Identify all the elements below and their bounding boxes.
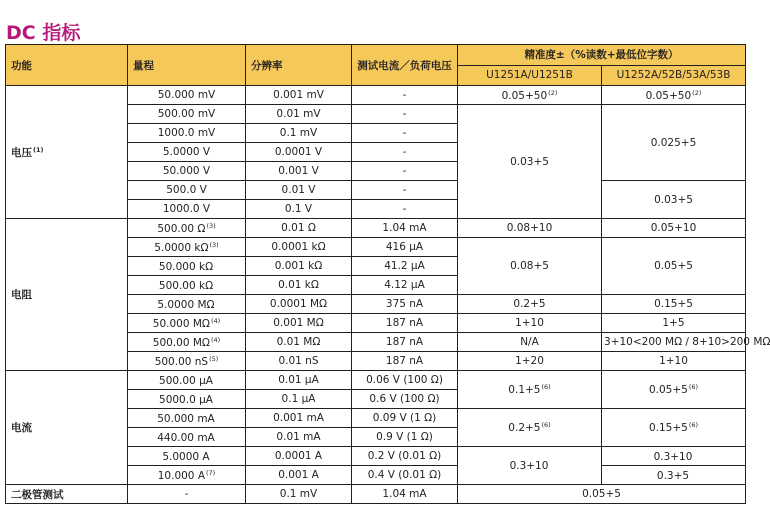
accuracy-b-cell: $0.05+5^{(6)}$ [602, 371, 746, 409]
col-header-model-a: U1251A/U1251B [458, 65, 602, 86]
accuracy-cell: 0.05+5 [458, 485, 746, 504]
accuracy-a-cell: 0.08+5 [458, 238, 602, 295]
accuracy-b-cell: 0.05+10 [602, 219, 746, 238]
test-current-cell: 0.06 V (100 Ω) [352, 371, 458, 390]
table-row [6, 371, 746, 390]
resolution-cell: 0.01 mV [246, 105, 352, 124]
col-header-function: 功能 [6, 45, 128, 86]
test-current-cell: 1.04 mA [352, 485, 458, 504]
accuracy-a-cell: $0.1+5^{(6)}$ [458, 371, 602, 409]
resolution-cell: 0.1 μA [246, 390, 352, 409]
resolution-cell: 0.01 kΩ [246, 276, 352, 295]
resolution-cell: 0.1 mV [246, 124, 352, 143]
accuracy-a-cell: N/A [458, 333, 602, 352]
accuracy-b-cell: 3+10<200 MΩ / 8+10>200 MΩ [602, 333, 746, 352]
test-current-cell: 0.2 V (0.01 Ω) [352, 447, 458, 466]
function-current: 电流 [6, 371, 128, 485]
range-cell: 500.00 mV [128, 105, 246, 124]
test-current-cell: - [352, 181, 458, 200]
accuracy-b-cell: 0.05+5 [602, 238, 746, 295]
table-row [6, 219, 746, 238]
range-cell: 1000.0 mV [128, 124, 246, 143]
resolution-cell: 0.01 mA [246, 428, 352, 447]
range-cell: 50.000 V [128, 162, 246, 181]
resolution-cell: 0.0001 kΩ [246, 238, 352, 257]
resolution-cell: 0.01 nS [246, 352, 352, 371]
function-resistance: 电阻 [6, 219, 128, 371]
range-cell: 500.00 $nS^{(5)}$ [128, 352, 246, 371]
accuracy-b-cell: $0.15+5^{(6)}$ [602, 409, 746, 447]
range-cell: 5.0000 V [128, 143, 246, 162]
resolution-cell: 0.001 mV [246, 86, 352, 105]
accuracy-b-cell: 0.03+5 [602, 181, 746, 219]
test-current-cell: 1.04 mA [352, 219, 458, 238]
resolution-cell: 0.1 mV [246, 485, 352, 504]
range-cell: 500.00 kΩ [128, 276, 246, 295]
col-header-accuracy: 精准度±（%读数+最低位字数） [458, 45, 746, 66]
resolution-cell: 0.001 mA [246, 409, 352, 428]
accuracy-b-cell: 0.3+5 [602, 466, 746, 485]
range-cell: 10.000 $A^{(7)}$ [128, 466, 246, 485]
accuracy-b-cell: 0.15+5 [602, 295, 746, 314]
range-cell: 50.000 mV [128, 86, 246, 105]
resolution-cell: 0.01 MΩ [246, 333, 352, 352]
col-header-range: 量程 [128, 45, 246, 86]
resolution-cell: 0.01 Ω [246, 219, 352, 238]
range-cell: 500.00 μA [128, 371, 246, 390]
page-title: DC 指标 [6, 22, 81, 44]
range-cell: - [128, 485, 246, 504]
accuracy-a-cell: $0.05+50^{(2)}$ [458, 86, 602, 105]
accuracy-b-cell: 0.3+10 [602, 447, 746, 466]
range-cell: 5.0000 $k\Omega^{(3)}$ [128, 238, 246, 257]
function-diode: 二极管测试 [6, 485, 128, 504]
test-current-cell: - [352, 86, 458, 105]
range-cell: 5.0000 MΩ [128, 295, 246, 314]
col-header-test-current: 测试电流／负荷电压 [352, 45, 458, 86]
dc-spec-table [5, 44, 770, 504]
resolution-cell: 0.001 MΩ [246, 314, 352, 333]
range-cell: 500.0 V [128, 181, 246, 200]
range-cell: 500.00 MΩ$^{(4)}$ [128, 333, 246, 352]
resolution-cell: 0.0001 MΩ [246, 295, 352, 314]
accuracy-b-cell: 1+10 [602, 352, 746, 371]
range-cell: 5000.0 μA [128, 390, 246, 409]
accuracy-a-cell: 0.3+10 [458, 447, 602, 485]
range-cell: 1000.0 V [128, 200, 246, 219]
resolution-cell: 0.001 A [246, 466, 352, 485]
accuracy-b-cell: 1+5 [602, 314, 746, 333]
header-row [6, 45, 746, 66]
range-cell: 50.000 kΩ [128, 257, 246, 276]
accuracy-a-cell: 0.03+5 [458, 105, 602, 219]
resolution-cell: 0.001 V [246, 162, 352, 181]
test-current-cell: 0.9 V (1 Ω) [352, 428, 458, 447]
test-current-cell: - [352, 162, 458, 181]
test-current-cell: 187 nA [352, 333, 458, 352]
test-current-cell: 0.4 V (0.01 Ω) [352, 466, 458, 485]
resolution-cell: 0.0001 A [246, 447, 352, 466]
resolution-cell: 0.001 kΩ [246, 257, 352, 276]
resolution-cell: 0.01 V [246, 181, 352, 200]
table-row [6, 485, 746, 504]
accuracy-a-cell: 0.2+5 [458, 295, 602, 314]
range-cell: 440.00 mA [128, 428, 246, 447]
accuracy-a-cell: 1+10 [458, 314, 602, 333]
accuracy-a-cell: 1+20 [458, 352, 602, 371]
test-current-cell: 41.2 μA [352, 257, 458, 276]
resolution-cell: 0.01 μA [246, 371, 352, 390]
range-cell: 5.0000 A [128, 447, 246, 466]
accuracy-a-cell: 0.08+10 [458, 219, 602, 238]
col-header-model-b: U1252A/52B/53A/53B [602, 65, 746, 86]
function-voltage: 电压$^{(1)}$ [6, 86, 128, 219]
test-current-cell: 187 nA [352, 314, 458, 333]
accuracy-a-cell: $0.2+5^{(6)}$ [458, 409, 602, 447]
range-cell: 50.000 MΩ$^{(4)}$ [128, 314, 246, 333]
test-current-cell: - [352, 105, 458, 124]
test-current-cell: 0.09 V (1 Ω) [352, 409, 458, 428]
range-cell: 500.00 $\Omega^{(3)}$ [128, 219, 246, 238]
test-current-cell: 375 nA [352, 295, 458, 314]
test-current-cell: - [352, 124, 458, 143]
accuracy-b-cell: $0.05+50^{(2)}$ [602, 86, 746, 105]
test-current-cell: - [352, 200, 458, 219]
resolution-cell: 0.1 V [246, 200, 352, 219]
test-current-cell: 4.12 μA [352, 276, 458, 295]
test-current-cell: 0.6 V (100 Ω) [352, 390, 458, 409]
test-current-cell: 187 nA [352, 352, 458, 371]
range-cell: 50.000 mA [128, 409, 246, 428]
col-header-resolution: 分辨率 [246, 45, 352, 86]
table-row [6, 86, 746, 105]
accuracy-b-cell: 0.025+5 [602, 105, 746, 181]
test-current-cell: 416 μA [352, 238, 458, 257]
test-current-cell: - [352, 143, 458, 162]
resolution-cell: 0.0001 V [246, 143, 352, 162]
